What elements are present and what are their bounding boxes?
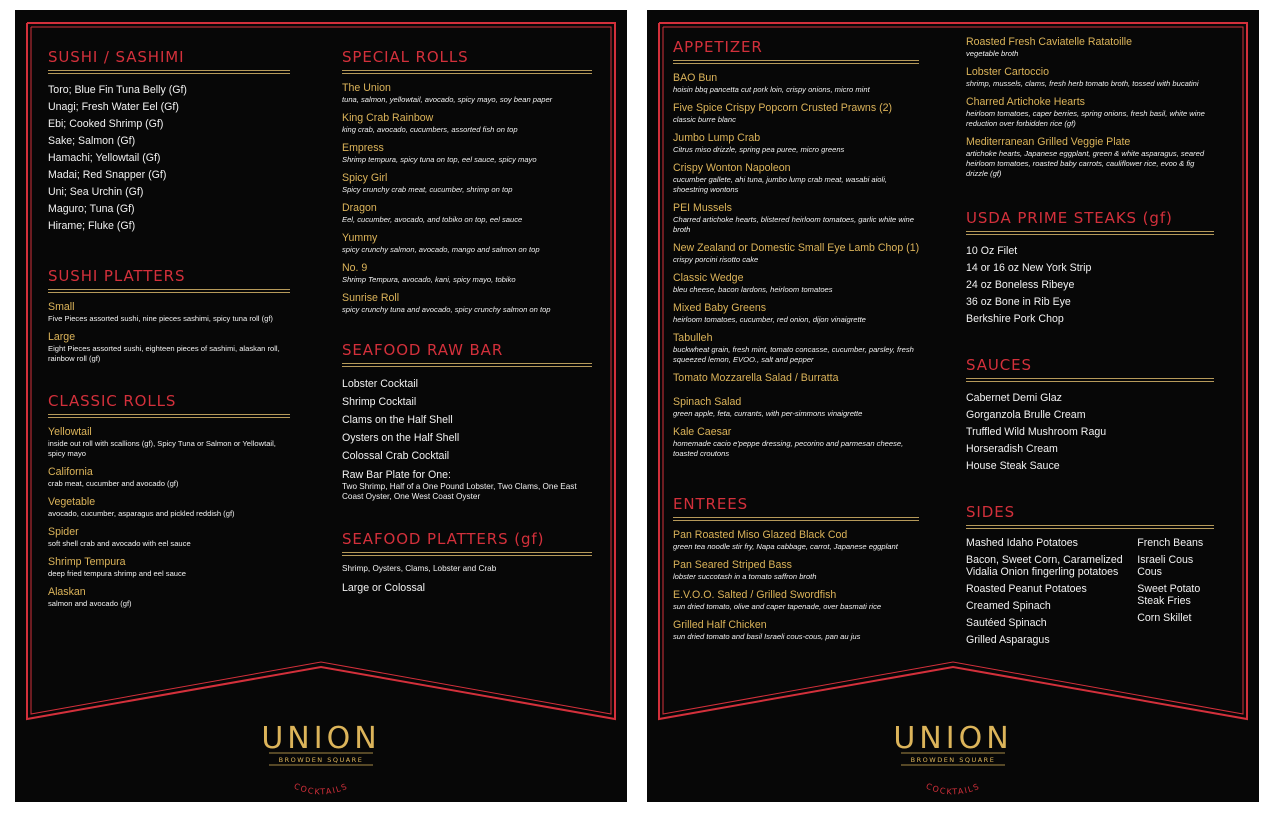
item-name: The Union [342,82,391,94]
list-item: Hirame; Fluke (Gf) [48,220,136,232]
menu-item [673,529,919,552]
menu-page-right [647,10,1259,802]
item-name: California [48,466,93,478]
section-title: SIDES [966,503,1015,521]
section-seafood-platters [342,530,592,597]
section-sushi-sashimi [48,48,290,235]
item-description: bleu cheese, bacon lardons, heirloom tomatoes [673,285,833,294]
item-name: E.V.O.O. Salted / Grilled Swordfish [673,589,837,601]
union-logo [211,686,431,796]
left-column [673,38,919,649]
list-item: House Steak Sauce [966,460,1060,472]
section-divider [966,378,1214,382]
list-item: Gorganzola Brulle Cream [966,409,1086,421]
list-item: 14 or 16 oz New York Strip [966,262,1092,274]
list-item: Clams on the Half Shell [342,414,453,426]
sides-column-1 [966,537,1123,651]
item-name: Roasted Fresh Caviatelle Ratatoille [966,36,1133,48]
menu-item [673,272,919,295]
section-sides [966,503,1214,651]
entrees-list [673,529,919,642]
menu-item [48,526,290,549]
item-name: Sunrise Roll [342,292,400,304]
menu-item [673,426,919,459]
item-description: hoisin bbq pancetta cut pork loin, crispy onions, micro mint [673,85,870,94]
menu-item [342,232,592,255]
menu-item [342,202,592,225]
item-description: crispy porcini risotto cake [673,255,759,264]
list-item: Roasted Peanut Potatoes [966,583,1087,595]
list-item: Hamachi; Yellowtail (Gf) [48,152,161,164]
menu-item [342,172,592,195]
section-appetizer [673,38,919,459]
item-description: Shrimp tempura, spicy tuna on top, eel sauce, spicy mayo [342,155,537,164]
item-name: No. 9 [342,262,368,274]
sides-grid [966,537,1214,651]
menu-item [342,142,592,165]
svg-text:COCKTAILS: COCKTAILS [292,781,350,796]
item-description: soft shell crab and avocado with eel sauce [48,539,191,548]
item-description: green tea noodle stir fry, Napa cabbage, carrot, Japanese eggplant [673,542,898,551]
item-description: avocado, cucumber, asparagus and pickled reddish (gf) [48,509,235,518]
item-description: spicy crunchy salmon, avocado, mango and salmon on top [342,245,540,254]
section-title: CLASSIC ROLLS [48,392,177,410]
item-name: Lobster Cartoccio [966,66,1050,78]
menu-page-left [15,10,627,802]
list-item: Madai; Red Snapper (Gf) [48,169,167,181]
item-description: sun dried tomato, olive and caper tapenade, over basmati rice [673,602,882,611]
item-description: heirloom tomatoes, caper berries, spring onions, fresh basil, white wine reduction over forbidden rice (gf) [966,109,1205,128]
classic-list [48,426,290,609]
list-item: Sautéed Spinach [966,617,1047,629]
menu-item [48,556,290,579]
list-item: Truffled Wild Mushroom Ragu [966,426,1107,438]
item-description: Five Pieces assorted sushi, nine pieces sashimi, spicy tuna roll (gf) [48,314,273,323]
menu-item [48,586,290,609]
list-item: 36 oz Bone in Rib Eye [966,296,1071,308]
item-description: king crab, avocado, cucumbers, assorted fish on top [342,125,518,134]
item-description: Eel, cucumber, avocado, and tobiko on top, eel sauce [342,215,523,224]
section-divider [342,552,592,556]
item-name: Large [48,331,76,343]
item-name: Crispy Wonton Napoleon [673,162,791,174]
item-description: classic burre blanc [673,115,736,124]
menu-item [966,36,1214,59]
item-name: Empress [342,142,384,154]
menu-item [673,589,919,612]
section-title: SAUCES [966,356,1032,374]
item-name: Kale Caesar [673,426,732,438]
item-description: deep fried tempura shrimp and eel sauce [48,569,187,578]
item-name: Spider [48,526,79,538]
item-name: Vegetable [48,496,96,508]
menu-item [673,162,919,195]
top-items-list [966,36,1214,179]
section-title: SUSHI / SASHIMI [48,48,185,66]
item-description: inside out roll with scallions (gf), Spicy Tuna or Salmon or Yellowtail, spicy mayo [48,439,276,458]
seafood-platters-desc: Shrimp, Oysters, Clams, Lobster and Crab [342,564,497,573]
item-description: salmon and avocado (gf) [48,599,132,608]
menu-item [673,302,919,325]
list-item: Maguro; Tuna (Gf) [48,203,135,215]
item-name: Alaskan [48,586,86,598]
section-divider [966,525,1214,529]
section-divider [673,60,919,64]
item-description: buckwheat grain, fresh mint, tomato concasse, cucumber, parsley, fresh squeezed lemon, EVOO., salt and pepper [673,345,914,364]
item-name: Mixed Baby Greens [673,302,767,314]
section-seafood-raw-bar [342,341,592,502]
list-item: Corn Skillet [1137,612,1192,624]
section-special-rolls [342,48,592,315]
raw-bar-plate-name: Raw Bar Plate for One: [342,469,451,481]
item-name: BAO Bun [673,72,718,84]
list-item: Israeli Cous Cous [1137,554,1194,578]
item-description: sun dried tomato and basil Israeli cous-cous, pan au jus [673,632,861,641]
section-title: SEAFOOD RAW BAR [342,341,504,359]
menu-item [966,96,1214,129]
right-column [342,48,592,597]
section-title: ENTREES [673,495,749,513]
item-name: Yellowtail [48,426,92,438]
item-name: Small [48,301,75,313]
item-description [673,385,919,389]
sushi-list [48,82,290,235]
svg-text:UNION: UNION [261,721,381,756]
list-item: Colossal Crab Cocktail [342,450,450,462]
section-sushi-platters [48,267,290,364]
seafood-platters-sizes: Large or Colossal [342,582,426,594]
item-name: New Zealand or Domestic Small Eye Lamb Chop (1) [673,242,920,254]
platters-list [48,301,290,364]
item-description: Spicy crunchy crab meat, cucumber, shrimp on top [342,185,513,194]
section-title: SEAFOOD PLATTERS (gf) [342,530,545,548]
item-name: Tomato Mozzarella Salad / Burratta [673,372,839,384]
list-item: Lobster Cocktail [342,378,418,390]
item-name: Pan Seared Striped Bass [673,559,792,571]
special-list [342,82,592,315]
section-entrees [673,495,919,642]
item-description: spicy crunchy tuna and avocado, spicy crunchy salmon on top [342,305,551,314]
menu-item [673,102,919,125]
list-item: French Beans [1137,537,1204,549]
section-divider [48,414,290,418]
menu-item [673,619,919,642]
sides-column-2 [1137,537,1214,651]
menu-item [48,426,290,459]
list-item: Bacon, Sweet Corn, Caramelized Vidalia Onion fingerling potatoes [966,554,1123,578]
item-name: Charred Artichoke Hearts [966,96,1085,108]
menu-item [342,292,592,315]
item-name: Mediterranean Grilled Veggie Plate [966,136,1131,148]
menu-item [342,112,592,135]
list-item: 24 oz Boneless Ribeye [966,279,1075,291]
menu-item [48,466,290,489]
item-name: Jumbo Lump Crab [673,132,761,144]
menu-item [673,242,919,265]
list-item: Uni; Sea Urchin (Gf) [48,186,144,198]
item-name: Shrimp Tempura [48,556,126,568]
item-name: King Crab Rainbow [342,112,434,124]
sauces-list [966,390,1214,475]
item-description: artichoke hearts, Japanese eggplant, green & white asparagus, seared heirloom tomatoes, roasted baby carrots, cauliflower rice, evoo & fig drizzle (gf) [966,149,1205,178]
list-item: 10 Oz Filet [966,245,1018,257]
svg-text:BROWDEN SQUARE: BROWDEN SQUARE [910,756,996,764]
left-column [48,48,290,616]
steaks-list [966,243,1214,328]
raw-bar-plate-desc: Two Shrimp, Half of a One Pound Lobster, Two Clams, One East Coast Oyster, One West Coast Oyster [342,482,577,501]
item-description: lobster succotash in a tomato saffron broth [673,572,817,581]
menu-item [673,559,919,582]
list-item: Unagi; Fresh Water Eel (Gf) [48,101,179,113]
item-description: homemade cacio e'peppe dressing, pecorino and parmesan cheese, toasted croutons [673,439,904,458]
item-description: crab meat, cucumber and avocado (gf) [48,479,179,488]
item-name: Yummy [342,232,378,244]
item-name: Spinach Salad [673,396,742,408]
menu-item [966,136,1214,179]
appetizer-list [673,72,919,459]
union-logo [843,686,1063,796]
list-item: Creamed Spinach [966,600,1051,612]
menu-item [673,332,919,365]
list-item: Sake; Salmon (Gf) [48,135,136,147]
list-item: Grilled Asparagus [966,634,1050,646]
section-classic-rolls [48,392,290,609]
section-divider [48,289,290,293]
svg-text:BROWDEN SQUARE: BROWDEN SQUARE [278,756,364,764]
list-item: Ebi; Cooked Shrimp (Gf) [48,118,164,130]
item-name: Classic Wedge [673,272,744,284]
section-sauces [966,356,1214,475]
list-item: Berkshire Pork Chop [966,313,1064,325]
svg-text:UNION: UNION [893,721,1013,756]
item-description: Eight Pieces assorted sushi, eighteen pieces of sashimi, alaskan roll, rainbow roll (gf) [48,344,280,363]
section-divider [966,231,1214,235]
item-description: shrimp, mussels, clams, fresh herb tomato broth, tossed with bucatini [966,79,1199,88]
section-title: USDA PRIME STEAKS (gf) [966,209,1173,227]
item-name: Tabulleh [673,332,713,344]
menu-item [48,496,290,519]
item-name: Five Spice Crispy Popcorn Crusted Prawns (2) [673,102,893,114]
menu-item [673,396,919,419]
item-name: Pan Roasted Miso Glazed Black Cod [673,529,848,541]
section-divider [342,70,592,74]
list-item: Horseradish Cream [966,443,1058,455]
item-name: Dragon [342,202,377,214]
item-description: green apple, feta, currants, with per-simmons vinaigrette [673,409,863,418]
right-column [966,36,1214,651]
section-title: SPECIAL ROLLS [342,48,469,66]
section-divider [48,70,290,74]
list-item: Sweet Potato Steak Fries [1137,583,1201,607]
item-description: heirloom tomatoes, cucumber, red onion, dijon vinaigrette [673,315,866,324]
section-title: SUSHI PLATTERS [48,267,186,285]
menu-item [966,66,1214,89]
menu-item [48,331,290,364]
item-description: Citrus miso drizzle, spring pea puree, micro greens [673,145,845,154]
section-divider [342,363,592,367]
item-name: Spicy Girl [342,172,388,184]
section-divider [673,517,919,521]
item-description: Charred artichoke hearts, blistered heirloom tomatoes, garlic white wine broth [673,215,915,234]
menu-item [342,262,592,285]
item-description: vegetable broth [966,49,1019,58]
item-description: cucumber gallete, ahi tuna, jumbo lump crab meat, wasabi aioli, shoestring wontons [673,175,888,194]
rawbar-list [342,375,592,465]
list-item: Cabernet Demi Glaz [966,392,1062,404]
list-item: Mashed Idaho Potatoes [966,537,1078,549]
menu-item [673,72,919,95]
item-description: Shrimp Tempura, avocado, kani, spicy mayo, tobiko [342,275,516,284]
menu-item [673,202,919,235]
menu-item [342,82,592,105]
list-item: Oysters on the Half Shell [342,432,460,444]
svg-text:COCKTAILS: COCKTAILS [924,781,982,796]
item-name: PEI Mussels [673,202,732,214]
list-item: Toro; Blue Fin Tuna Belly (Gf) [48,84,187,96]
section-title: APPETIZER [673,38,763,56]
section-usda-prime-steaks [966,209,1214,328]
item-name: Grilled Half Chicken [673,619,767,631]
menu-item [48,301,290,324]
menu-item [673,372,919,389]
menu-item [673,132,919,155]
list-item: Shrimp Cocktail [342,396,417,408]
item-description: tuna, salmon, yellowtail, avocado, spicy mayo, soy bean paper [342,95,553,104]
